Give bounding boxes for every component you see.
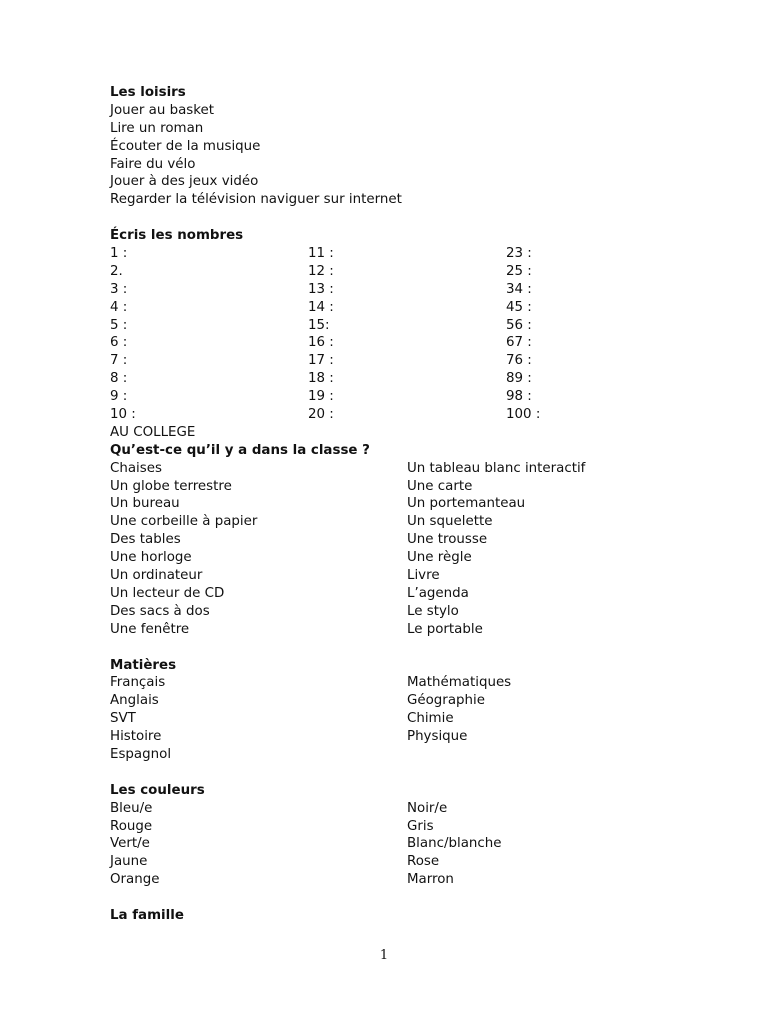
section-title-nombres: Écris les nombres [110,228,244,244]
list-item: Un tableau blanc interactif [407,460,586,476]
list-item: Regarder la télévision naviguer sur internet [110,192,402,208]
list-item: Une carte [407,478,473,494]
list-item: Lire un roman [110,120,204,136]
list-item: Un globe terrestre [110,478,232,494]
list-item: Chaises [110,460,162,476]
list-item: Noir/e [407,800,448,816]
number-item: 20 : [308,407,334,423]
number-item: 5 : [110,317,128,333]
list-item: Géographie [407,693,485,709]
list-item: Jaune [110,854,148,870]
couleurs-col-right [407,800,704,889]
list-item: L’agenda [407,585,469,601]
list-item: Un bureau [110,496,180,512]
page-number: 1 [379,948,389,963]
section-title-famille: La famille [110,907,184,923]
section-title-couleurs: Les couleurs [110,782,205,798]
number-item: 14 : [308,299,334,315]
nombres-col-2 [308,245,506,424]
list-item: Le portable [407,621,483,637]
number-item: 98 : [506,389,532,405]
number-item: 19 : [308,389,334,405]
list-item: Physique [407,729,468,745]
list-item: Écouter de la musique [110,138,261,154]
number-item: 56 : [506,317,532,333]
document-page [110,84,710,925]
number-item: 10 : [110,407,136,423]
number-item: 7 : [110,353,128,369]
list-item: Rouge [110,818,153,834]
list-item: Bleu/e [110,800,153,816]
list-item: Orange [110,872,160,888]
college-grid [110,460,710,639]
list-item: Livre [407,568,440,584]
loisirs-list [110,102,710,209]
number-item: 13 : [308,281,334,297]
number-item: 25 : [506,263,532,279]
section-title-matieres: Matières [110,657,177,673]
list-item: Mathématiques [407,675,512,691]
number-item: 67 : [506,335,532,351]
number-item: 89 : [506,371,532,387]
list-item: Une règle [407,550,472,566]
list-item: Une fenêtre [110,621,190,637]
number-item: 3 : [110,281,128,297]
list-item: Des tables [110,532,181,548]
college-col-left [110,460,407,639]
number-item: 2. [110,263,123,279]
list-item: Un lecteur de CD [110,585,225,601]
list-item: Gris [407,818,434,834]
matieres-col-right [407,674,704,763]
number-item: 23 : [506,246,532,262]
nombres-col-3 [506,245,704,424]
nombres-col-1 [110,245,308,424]
matieres-grid [110,674,710,763]
list-item: SVT [110,711,136,727]
number-item: 34 : [506,281,532,297]
list-item: Chimie [407,711,454,727]
college-question: Qu’est-ce qu’il y a dans la classe ? [110,442,370,458]
list-item: Jouer au basket [110,102,215,118]
list-item: Des sacs à dos [110,603,210,619]
list-item: Un ordinateur [110,568,203,584]
list-item: Une trousse [407,532,488,548]
college-col-right [407,460,704,639]
number-item: 45 : [506,299,532,315]
list-item: Une corbeille à papier [110,514,258,530]
number-item: 76 : [506,353,532,369]
number-item: 18 : [308,371,334,387]
number-item: 100 : [506,407,541,423]
list-item: Jouer à des jeux vidéo [110,174,259,190]
section-title-college: AU COLLEGE [110,424,196,440]
list-item: Faire du vélo [110,156,196,172]
matieres-col-left [110,674,407,763]
number-item: 12 : [308,263,334,279]
section-title-loisirs: Les loisirs [110,85,186,100]
number-item: 8 : [110,371,128,387]
number-item: 17 : [308,353,334,369]
list-item: Un squelette [407,514,493,530]
number-item: 9 : [110,389,128,405]
number-item: 6 : [110,335,128,351]
couleurs-col-left [110,800,407,889]
list-item: Histoire [110,729,162,745]
number-item: 16 : [308,335,334,351]
list-item: Vert/e [110,836,150,852]
list-item: Espagnol [110,746,172,762]
number-item: 15: [308,317,330,333]
list-item: Rose [407,854,440,870]
list-item: Un portemanteau [407,496,526,512]
list-item: Français [110,675,166,691]
list-item: Blanc/blanche [407,836,502,852]
number-item: 4 : [110,299,128,315]
list-item: Le stylo [407,603,459,619]
list-item: Marron [407,872,454,888]
nombres-grid [110,245,710,424]
list-item: Une horloge [110,550,192,566]
list-item [407,746,704,764]
list-item: Anglais [110,693,159,709]
couleurs-grid [110,800,710,889]
number-item: 11 : [308,246,334,262]
number-item: 1 : [110,246,128,262]
